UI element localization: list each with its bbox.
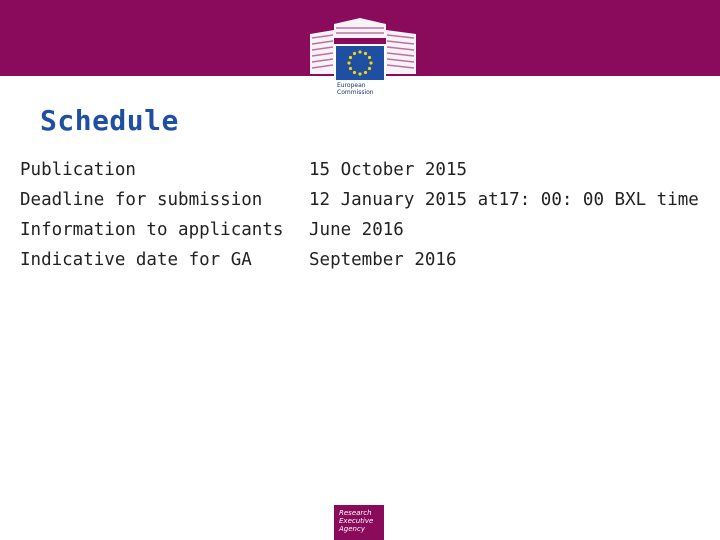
- schedule-row: [20, 155, 710, 185]
- rea-logo-text: [339, 509, 373, 533]
- rea-line: Research: [339, 509, 372, 517]
- schedule-value: September 2016: [309, 250, 457, 270]
- european-commission-logo: [300, 8, 440, 100]
- schedule-label: Information to applicants: [20, 220, 284, 240]
- schedule-value: June 2016: [309, 220, 404, 240]
- schedule-row: [20, 185, 710, 215]
- schedule-value: 15 October 2015: [309, 160, 468, 180]
- schedule-label: Indicative date for GA: [20, 250, 252, 270]
- schedule-label: Publication: [20, 160, 136, 180]
- schedule-value: 12 January 2015 at17: 00: 00 BXL time: [309, 190, 699, 210]
- page-title: Schedule: [40, 104, 179, 137]
- logo-text: [337, 82, 374, 96]
- schedule-table: [20, 155, 710, 275]
- schedule-row: [20, 215, 710, 245]
- schedule-row: [20, 245, 710, 275]
- rea-line: Executive: [339, 517, 374, 525]
- logo-line: European: [337, 82, 366, 89]
- research-executive-agency-logo: [334, 505, 384, 540]
- rea-line: Agency: [339, 525, 365, 533]
- eu-flag-icon: [336, 46, 384, 80]
- eu-stars-icon: [336, 46, 384, 80]
- schedule-label: Deadline for submission: [20, 190, 263, 210]
- logo-line: Commission: [337, 89, 374, 96]
